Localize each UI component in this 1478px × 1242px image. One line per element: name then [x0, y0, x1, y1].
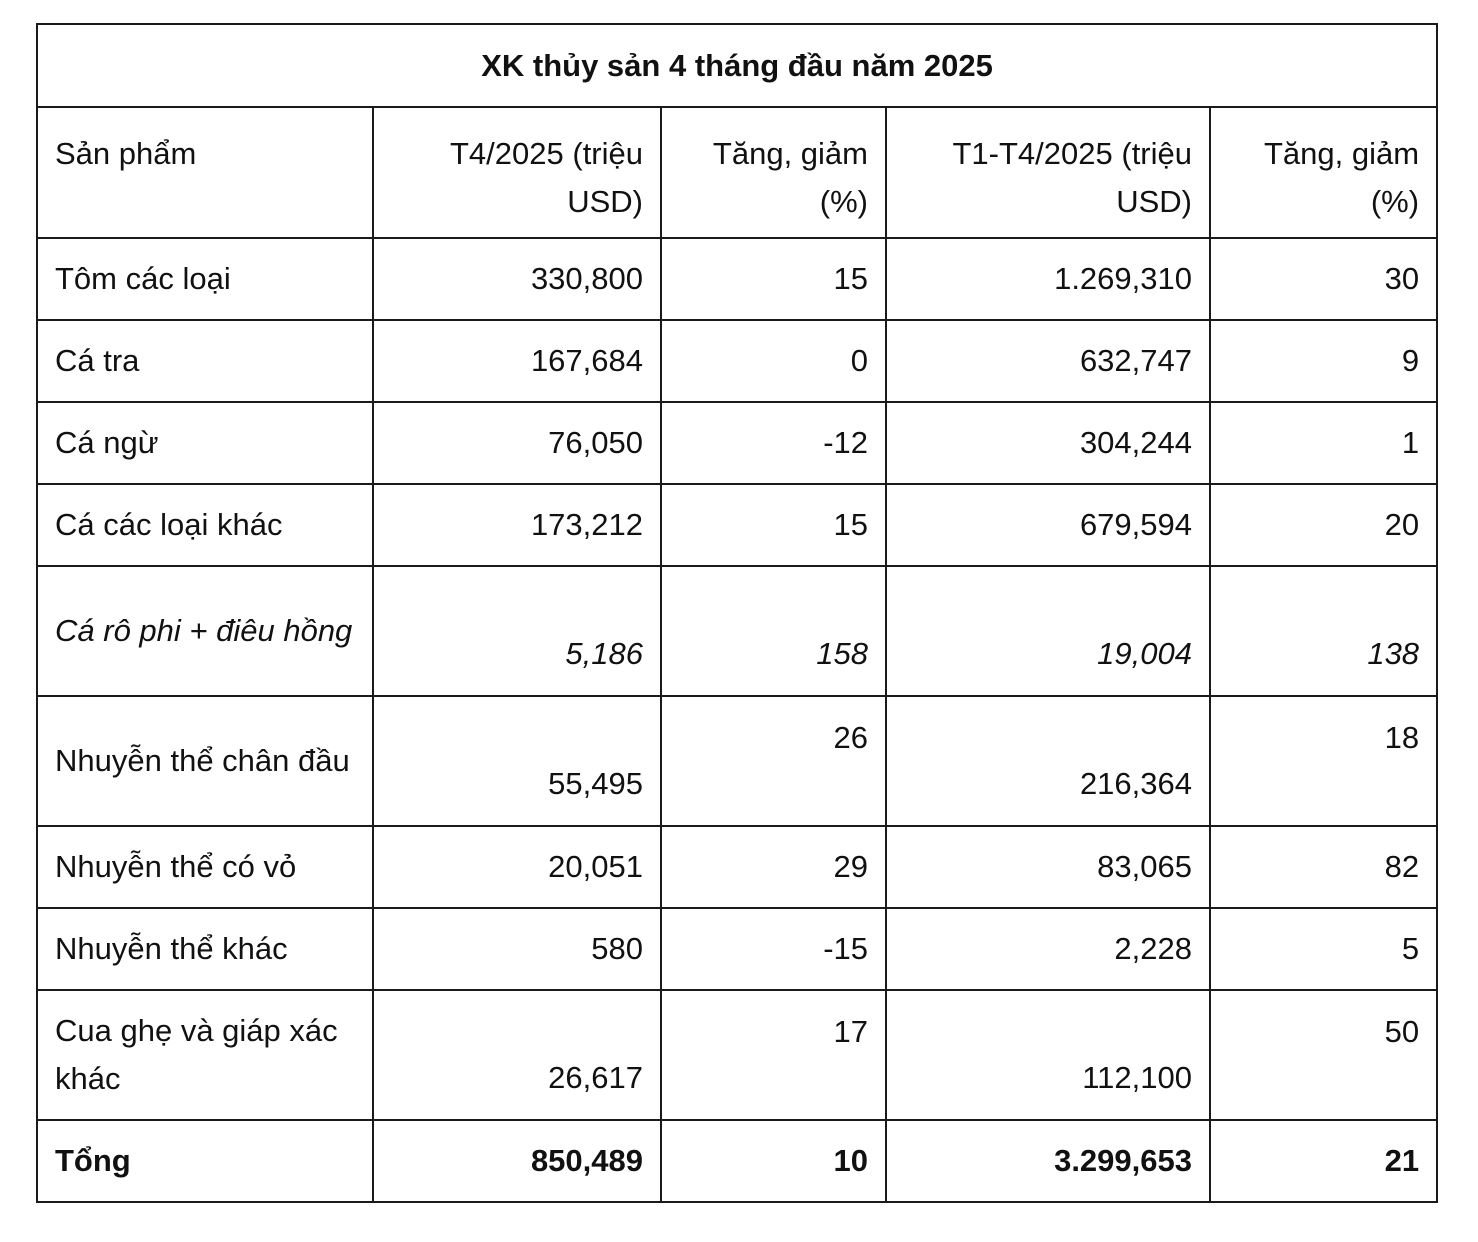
t4-value: 5,186 [373, 566, 661, 696]
ytd-value: 83,065 [886, 826, 1210, 908]
ytd-change: 82 [1210, 826, 1437, 908]
t4-value: 26,617 [373, 990, 661, 1120]
product-name: Tôm các loại [37, 238, 373, 320]
t4-change: 15 [661, 238, 886, 320]
product-name: Cua ghẹ và giáp xác khác [37, 990, 373, 1120]
t4-change: -12 [661, 402, 886, 484]
ytd-change: 138 [1210, 566, 1437, 696]
t4-change: 15 [661, 484, 886, 566]
product-name: Nhuyễn thể chân đầu [37, 696, 373, 826]
t4-change: 17 [661, 990, 886, 1120]
table-row [37, 320, 1437, 402]
ytd-change: 18 [1210, 696, 1437, 826]
header-row [37, 107, 1437, 238]
total-label: Tổng [37, 1120, 373, 1202]
ytd-value: 112,100 [886, 990, 1210, 1120]
ytd-change: 5 [1210, 908, 1437, 990]
product-name: Cá các loại khác [37, 484, 373, 566]
table-row [37, 566, 1437, 696]
t4-change: 0 [661, 320, 886, 402]
ytd-value: 679,594 [886, 484, 1210, 566]
header-ytd-change: Tăng, giảm (%) [1210, 107, 1437, 238]
table-row [37, 238, 1437, 320]
table-row [37, 402, 1437, 484]
total-t4-value: 850,489 [373, 1120, 661, 1202]
product-name: Nhuyễn thể có vỏ [37, 826, 373, 908]
t4-value: 20,051 [373, 826, 661, 908]
product-name: Cá tra [37, 320, 373, 402]
ytd-value: 2,228 [886, 908, 1210, 990]
t4-change: 29 [661, 826, 886, 908]
total-ytd-value: 3.299,653 [886, 1120, 1210, 1202]
header-ytd-value: T1-T4/2025 (triệu USD) [886, 107, 1210, 238]
table-row [37, 826, 1437, 908]
total-t4-change: 10 [661, 1120, 886, 1202]
product-name: Cá ngừ [37, 402, 373, 484]
product-name: Cá rô phi + điêu hồng [37, 566, 373, 696]
table-row [37, 990, 1437, 1120]
ytd-value: 304,244 [886, 402, 1210, 484]
t4-value: 580 [373, 908, 661, 990]
seafood-export-table [36, 23, 1438, 1203]
total-row [37, 1120, 1437, 1202]
ytd-change: 50 [1210, 990, 1437, 1120]
ytd-change: 9 [1210, 320, 1437, 402]
ytd-value: 632,747 [886, 320, 1210, 402]
product-name: Nhuyễn thể khác [37, 908, 373, 990]
table-row [37, 696, 1437, 826]
t4-value: 173,212 [373, 484, 661, 566]
table-row [37, 484, 1437, 566]
table-title: XK thủy sản 4 tháng đầu năm 2025 [37, 24, 1437, 107]
header-product: Sản phẩm [37, 107, 373, 238]
total-ytd-change: 21 [1210, 1120, 1437, 1202]
ytd-change: 30 [1210, 238, 1437, 320]
ytd-change: 20 [1210, 484, 1437, 566]
table-caption-row [37, 24, 1437, 107]
t4-value: 167,684 [373, 320, 661, 402]
header-t4-change: Tăng, giảm (%) [661, 107, 886, 238]
table-row [37, 908, 1437, 990]
header-t4-value: T4/2025 (triệu USD) [373, 107, 661, 238]
ytd-value: 1.269,310 [886, 238, 1210, 320]
t4-change: 158 [661, 566, 886, 696]
ytd-value: 19,004 [886, 566, 1210, 696]
ytd-value: 216,364 [886, 696, 1210, 826]
t4-change: -15 [661, 908, 886, 990]
t4-value: 330,800 [373, 238, 661, 320]
t4-change: 26 [661, 696, 886, 826]
t4-value: 55,495 [373, 696, 661, 826]
t4-value: 76,050 [373, 402, 661, 484]
ytd-change: 1 [1210, 402, 1437, 484]
